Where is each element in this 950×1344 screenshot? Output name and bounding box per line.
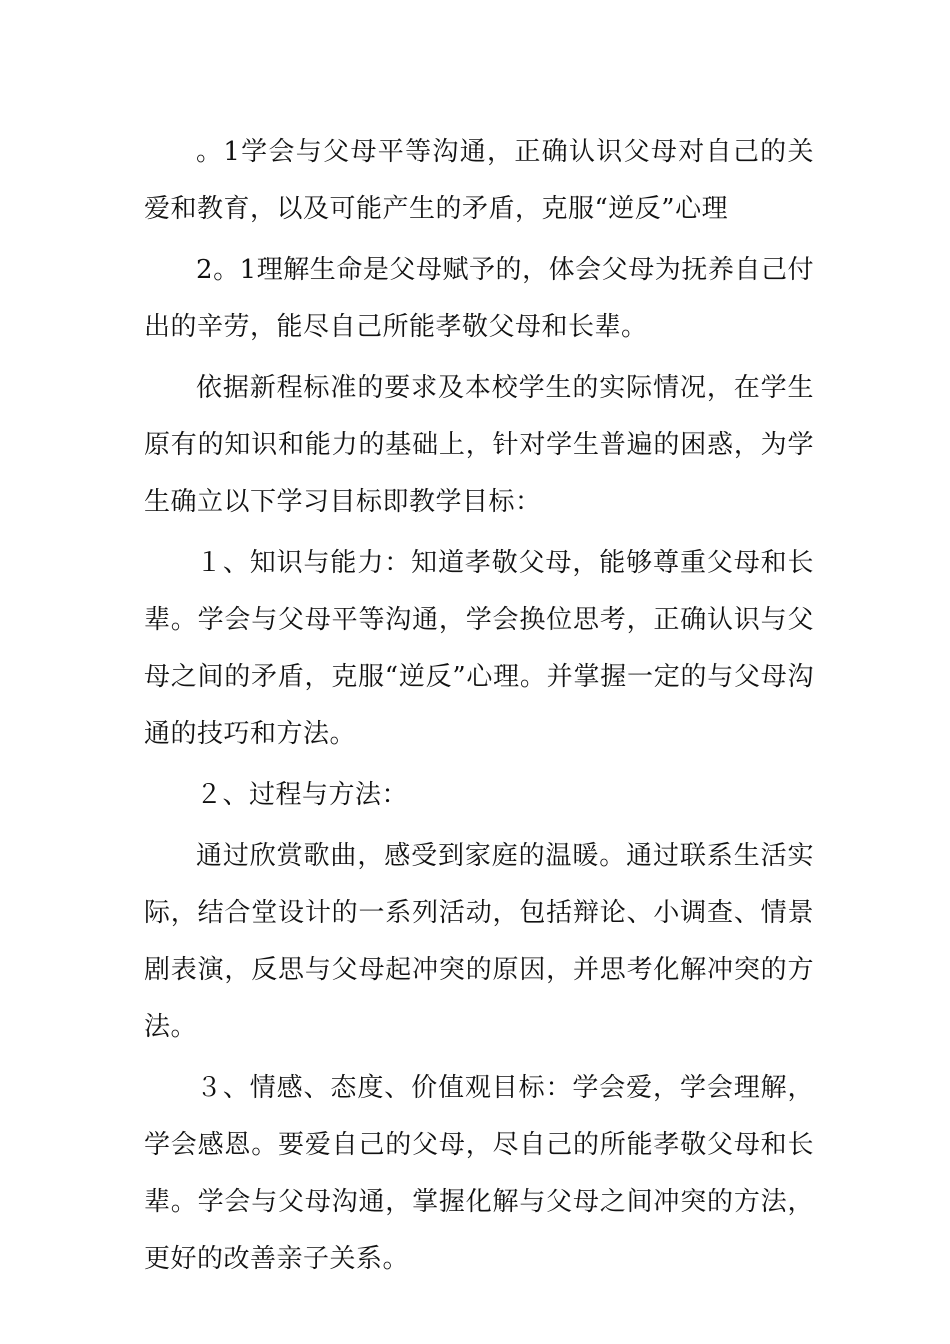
paragraph-process-method: 通过欣赏歌曲，感受到家庭的温暖。通过联系生活实际，结合堂设计的一系列活动，包括辩论、小调查、情景剧表演，反思与父母起冲突的原因，并思考化解冲突的方法。 [144, 841, 814, 1042]
paragraph-emotion-values: ３、情感、态度、价值观目标：学会爱，学会理解，学会感恩。要爱自己的父母，尽自己的所能孝敬父母和长辈。学会与父母沟通，掌握化解与父母之间冲突的方法，更好的改善亲子关系。 [144, 1073, 814, 1274]
paragraph-intro: 依据新程标准的要求及本校学生的实际情况，在学生原有的知识和能力的基础上，针对学生普遍的困惑，为学生确立以下学习目标即教学目标： [144, 373, 814, 517]
paragraph-goal-1-1: 。1学会与父母平等沟通，正确认识父母对自己的关爱和教育，以及可能产生的矛盾，克服“逆反”心理 [144, 137, 814, 224]
paragraph-knowledge-ability: １、知识与能力：知道孝敬父母，能够尊重父母和长辈。学会与父母平等沟通，学会换位思考，正确认识与父母之间的矛盾，克服“逆反”心理。并掌握一定的与父母沟通的技巧和方法。 [144, 548, 814, 749]
paragraph-process-method-heading: ２、过程与方法： [196, 780, 409, 810]
paragraph-goal-2-1: 2。1理解生命是父母赋予的，体会父母为抚养自己付出的辛劳，能尽自己所能孝敬父母和长辈。 [144, 255, 814, 342]
document-body [144, 124, 814, 1292]
